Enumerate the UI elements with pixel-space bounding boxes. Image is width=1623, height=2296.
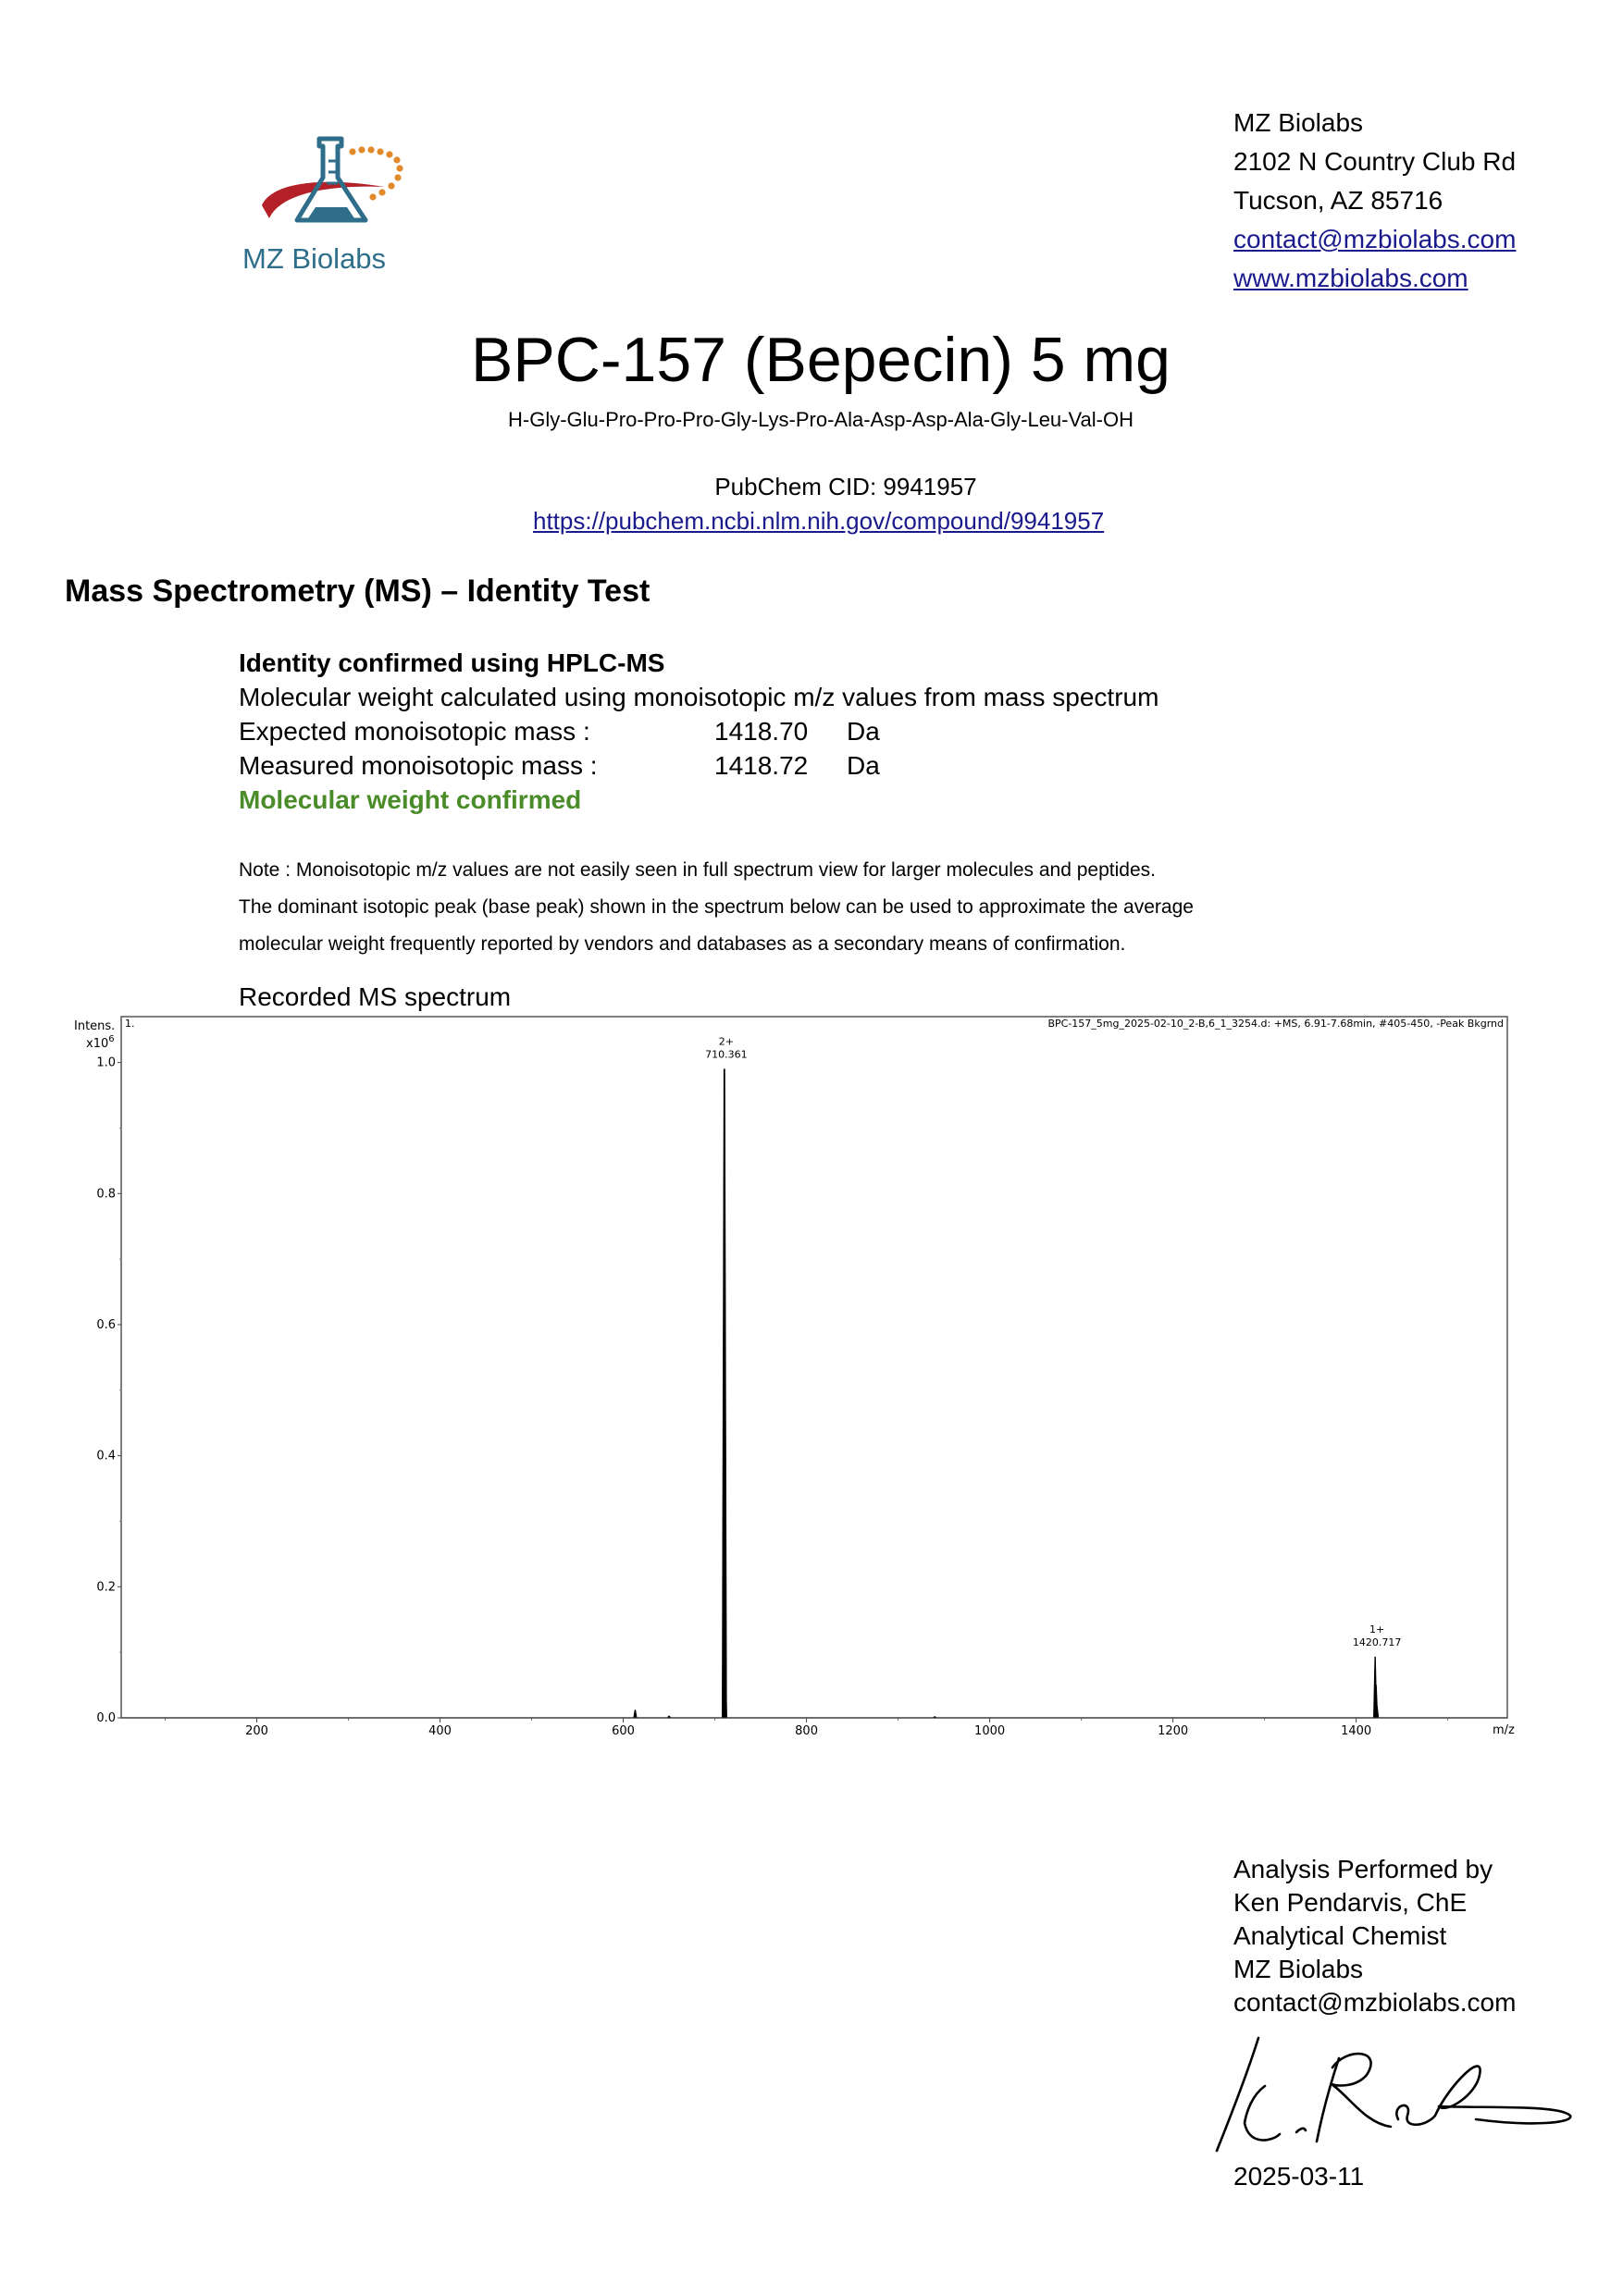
spectrum-peak xyxy=(933,1717,936,1718)
pubchem-cid: PubChem CID: 9941957 xyxy=(714,473,977,500)
peak-mz-label: 710.361 xyxy=(705,1048,748,1061)
website-link[interactable]: www.mzbiolabs.com xyxy=(1233,264,1468,292)
x-tick-label: 1400 xyxy=(1341,1724,1372,1738)
spectrum-peak xyxy=(722,1069,726,1718)
note xyxy=(239,852,1194,963)
logo-text: MZ Biolabs xyxy=(242,242,387,275)
spectrum-peak xyxy=(724,1482,727,1718)
performer-line-1: Analysis Performed by xyxy=(1233,1855,1493,1883)
chart-ylabel: Intens. xyxy=(74,1019,116,1033)
chart-panel-label: 1. xyxy=(125,1018,135,1030)
y-tick-label: 0.8 xyxy=(96,1187,116,1202)
chart-yscale-exponent: 6 xyxy=(108,1034,115,1044)
section-title: Mass Spectrometry (MS) – Identity Test xyxy=(65,574,650,609)
identity-method: Molecular weight calculated using monoisotopic m/z values from mass spectrum xyxy=(239,683,1159,711)
chart-yscale xyxy=(86,1034,115,1051)
pubchem-link[interactable]: https://pubchem.ncbi.nlm.nih.gov/compound/9941957 xyxy=(533,507,1105,535)
chart-frame xyxy=(121,1017,1507,1718)
x-tick-label: 200 xyxy=(245,1724,268,1738)
product-title: BPC-157 (Bepecin) 5 mg xyxy=(471,325,1171,395)
address-line-name: MZ Biolabs xyxy=(1233,108,1364,137)
y-tick-label: 1.0 xyxy=(96,1055,116,1070)
performer-line-2: Ken Pendarvis, ChE xyxy=(1233,1888,1468,1917)
measured-mass-value: 1418.72 xyxy=(714,751,809,780)
expected-mass-label: Expected monoisotopic mass : xyxy=(239,717,590,746)
spectrum-peak xyxy=(667,1716,671,1718)
peptide-sequence: H-Gly-Glu-Pro-Pro-Pro-Gly-Lys-Pro-Ala-Asp-Asp-Ala-Gly-Leu-Val-OH xyxy=(508,408,1134,431)
x-tick-label: 1200 xyxy=(1158,1724,1189,1738)
x-tick-label: 600 xyxy=(612,1724,635,1738)
x-tick-label: 400 xyxy=(428,1724,452,1738)
analysis-performer xyxy=(1233,1853,1516,2019)
chart-axes xyxy=(96,1056,1447,1738)
result-confirmed: Molecular weight confirmed xyxy=(239,785,582,814)
expected-mass-value: 1418.70 xyxy=(714,717,809,746)
expected-mass-unit: Da xyxy=(847,717,880,746)
chart-yscale-base: x10 xyxy=(86,1037,109,1051)
note-line-2: The dominant isotopic peak (base peak) shown in the spectrum below can be used to approximate the average xyxy=(239,896,1194,918)
signature xyxy=(1208,2031,1578,2160)
x-tick-label: 800 xyxy=(795,1724,818,1738)
email-link[interactable]: contact@mzbiolabs.com xyxy=(1233,225,1517,253)
measured-mass-unit: Da xyxy=(847,751,880,780)
chart-header: BPC-157_5mg_2025-02-10_2-B,6_1_3254.d: +MS, 6.91-7.68min, #405-450, -Peak Bkgrnd xyxy=(1047,1018,1504,1030)
y-tick-label: 0.4 xyxy=(96,1449,116,1463)
spectrum-peak xyxy=(1373,1657,1377,1718)
measured-mass-label: Measured monoisotopic mass : xyxy=(239,751,598,780)
address-line-city: Tucson, AZ 85716 xyxy=(1233,186,1443,215)
note-line-3: molecular weight frequently reported by vendors and databases as a secondary means of confirmation. xyxy=(239,933,1126,955)
spectrum-peak xyxy=(634,1710,638,1718)
x-tick-label: 1000 xyxy=(974,1724,1006,1738)
spectrum-peak xyxy=(724,1659,727,1718)
company-address xyxy=(1233,104,1516,298)
spectrum-label: Recorded MS spectrum xyxy=(239,982,512,1011)
peak-charge-label: 2+ xyxy=(718,1035,734,1048)
measured-mass-row xyxy=(239,748,1158,783)
y-tick-label: 0.0 xyxy=(96,1711,116,1725)
spectrum-peak xyxy=(1375,1706,1379,1718)
identity-heading: Identity confirmed using HPLC-MS xyxy=(239,648,665,677)
performer-line-3: Analytical Chemist xyxy=(1233,1921,1447,1950)
expected-mass-row xyxy=(239,714,1158,748)
spectrum-peak xyxy=(1374,1685,1378,1718)
note-line-1: Note : Monoisotopic m/z values are not easily seen in full spectrum view for larger molecules and peptides. xyxy=(239,859,1156,881)
identity-results xyxy=(239,646,1158,817)
y-tick-label: 0.6 xyxy=(96,1317,116,1332)
performer-line-4: MZ Biolabs xyxy=(1233,1955,1364,1983)
chart-xlabel: m/z xyxy=(1493,1723,1515,1737)
signature-date: 2025-03-11 xyxy=(1233,2162,1365,2191)
spectrum-peak xyxy=(723,1698,726,1718)
peak-mz-label: 1420.717 xyxy=(1352,1636,1402,1649)
performer-line-5: contact@mzbiolabs.com xyxy=(1233,1988,1517,2017)
y-tick-label: 0.2 xyxy=(96,1580,116,1595)
chart-peaks xyxy=(121,1036,1507,1718)
address-line-street: 2102 N Country Club Rd xyxy=(1233,147,1517,176)
peak-charge-label: 1+ xyxy=(1369,1623,1385,1636)
